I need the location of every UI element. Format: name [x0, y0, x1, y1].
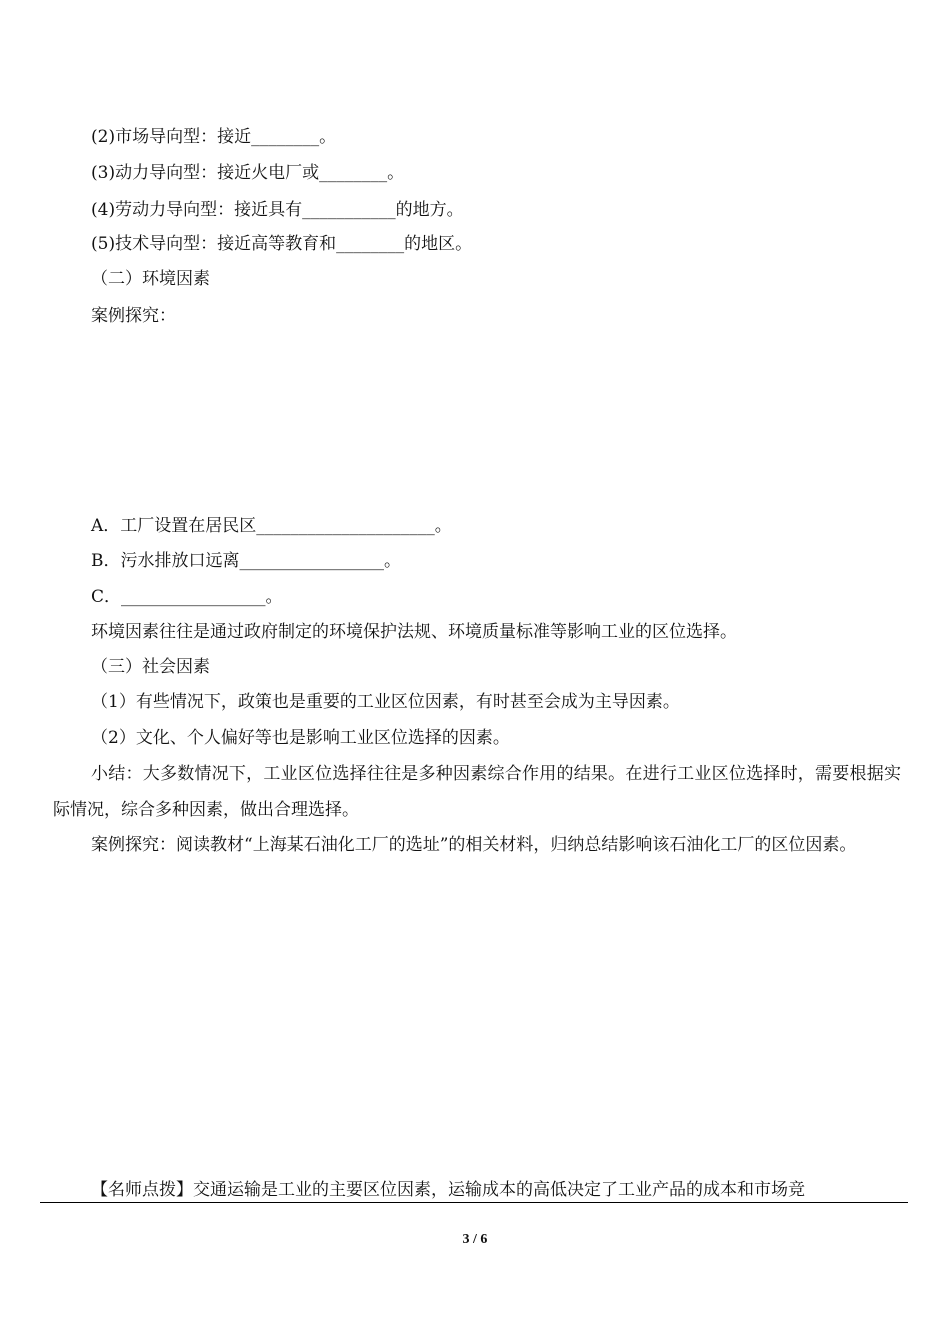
- social-point-1: （1）有些情况下，政策也是重要的工业区位因素，有时甚至会成为主导因素。: [91, 692, 680, 712]
- environment-summary: 环境因素往往是通过政府制定的环境保护法规、环境质量标准等影响工业的区位选择。: [91, 622, 737, 642]
- case-study-paragraph: 案例探究：阅读教材“上海某石油化工厂的选址”的相关材料，归纳总结影响该石油化工厂的区位因素。: [91, 835, 857, 855]
- option-a: A．工厂设置在居民区_____________________。: [91, 516, 452, 536]
- item-market-oriented: (2)市场导向型：接近________。: [91, 127, 337, 147]
- item-power-oriented: (3)动力导向型：接近火电厂或________。: [91, 163, 405, 183]
- option-c: C．_________________。: [91, 587, 283, 607]
- case-study-label: 案例探究：: [91, 306, 176, 326]
- summary-paragraph: 小结：大多数情况下，工业区位选择往往是多种因素综合作用的结果。在进行工业区位选择时，需要根据实际情况，综合多种因素，做出合理选择。: [53, 764, 901, 820]
- item-tech-oriented: (5)技术导向型：接近高等教育和________的地区。: [91, 234, 473, 254]
- section-social-title: （三）社会因素: [91, 657, 210, 677]
- footer-divider: [40, 1202, 908, 1203]
- social-point-2: （2）文化、个人偏好等也是影响工业区位选择的因素。: [91, 728, 510, 748]
- option-b: B．污水排放口远离_________________。: [91, 551, 401, 571]
- section-environment-title: （二）环境因素: [91, 269, 210, 289]
- item-labor-oriented: (4)劳动力导向型：接近具有___________的地方。: [91, 200, 464, 220]
- teacher-tip: 【名师点拨】交通运输是工业的主要区位因素，运输成本的高低决定了工业产品的成本和市场竞: [91, 1180, 805, 1200]
- page-number: 3 / 6: [462, 1232, 488, 1247]
